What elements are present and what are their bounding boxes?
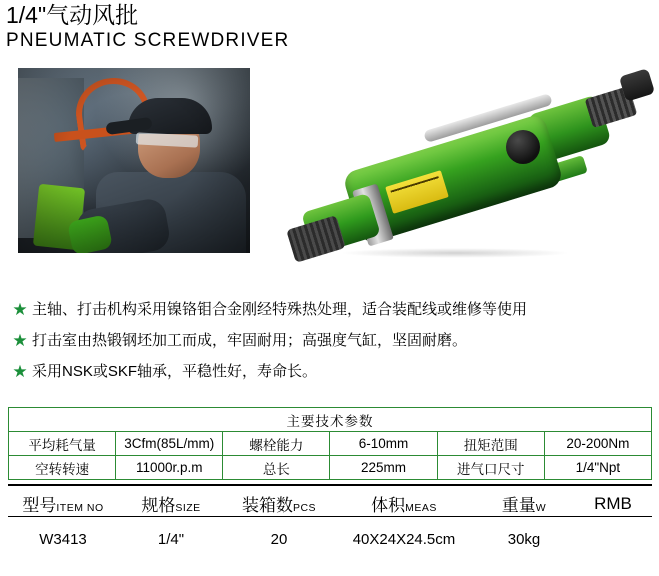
order-cell-rmb: [574, 523, 652, 548]
order-col-size: [118, 487, 224, 523]
feature-item: [8, 331, 653, 351]
table-row: [9, 456, 652, 480]
spec-cell: 平均耗气量: [9, 432, 116, 456]
spec-cell: 6-10mm: [330, 432, 437, 456]
star-icon: ★: [12, 300, 28, 319]
order-col-label-en: PCS: [292, 502, 317, 514]
spec-cell: 总长: [223, 456, 330, 480]
feature-item: [8, 300, 653, 320]
worker-photo: [18, 68, 250, 253]
spec-cell: 20-200Nm: [544, 432, 651, 456]
feature-list: [8, 300, 653, 393]
star-icon: ★: [12, 331, 28, 350]
product-shadow: [340, 248, 570, 258]
order-col-pcs: [224, 487, 334, 523]
order-col-label-en: ITEM NO: [56, 502, 104, 514]
order-col-rmb: [574, 487, 652, 523]
spec-table-title: 主要技术参数: [9, 408, 652, 432]
order-cell-weight: 30kg: [507, 531, 541, 548]
order-col-label-en: SIZE: [175, 502, 201, 514]
order-col-weight: [474, 487, 574, 523]
order-col-label-cn: RMB: [594, 493, 632, 513]
feature-item: [8, 362, 653, 382]
spec-cell: 3Cfm(85L/mm): [116, 432, 223, 456]
page-title-en: PNEUMATIC SCREWDRIVER: [6, 30, 290, 51]
spec-cell: 11000r.p.m: [116, 456, 223, 480]
spec-cell: 螺栓能力: [223, 432, 330, 456]
product-chuck: [286, 215, 346, 263]
spec-cell: 进气口尺寸: [437, 456, 544, 480]
order-cell-size: 1/4": [157, 531, 185, 548]
feature-text: 主轴、打击机构采用镍铬钼合金刚经特殊热处理，适合装配线或维修等使用: [32, 301, 528, 318]
order-col-label-cn: 规格: [141, 496, 176, 515]
order-col-item-no: [8, 487, 118, 523]
spec-table: [8, 407, 652, 480]
order-table: [8, 487, 652, 548]
spec-cell: 225mm: [330, 456, 437, 480]
order-cell-meas: 40X24X24.5cm: [352, 531, 456, 548]
table-row: [8, 523, 652, 548]
spec-cell: 1/4"Npt: [544, 456, 651, 480]
order-col-label-en: W: [535, 502, 547, 514]
page-title-cn: 1/4"气动风批: [6, 2, 139, 28]
table-row: [9, 432, 652, 456]
spec-cell: 空转转速: [9, 456, 116, 480]
product-photo: [300, 50, 650, 265]
star-icon: ★: [12, 362, 28, 381]
order-col-label-cn: 体积: [371, 496, 406, 515]
order-col-label-cn: 装箱数: [241, 496, 293, 515]
spec-cell: 扭矩范围: [437, 432, 544, 456]
order-col-meas: [334, 487, 474, 523]
product-hose-connector: [619, 68, 655, 102]
feature-text: 打击室由热锻钢坯加工而成，牢固耐用；高强度气缸，坚固耐磨。: [32, 332, 468, 349]
product-adjust-knob: [506, 130, 540, 164]
photo-vignette: [18, 68, 250, 253]
order-table-top-rule: [8, 484, 652, 486]
order-col-label-en: MEAS: [405, 502, 437, 514]
feature-text: 采用NSK或SKF轴承，平稳性好，寿命长。: [32, 363, 318, 380]
order-col-label-cn: 重量: [501, 496, 536, 515]
table-row: [9, 408, 652, 432]
order-col-label-cn: 型号: [22, 496, 57, 515]
order-cell-item-no: W3413: [39, 531, 87, 548]
order-cell-pcs: 20: [270, 531, 288, 548]
order-table-header-row: [8, 487, 652, 523]
